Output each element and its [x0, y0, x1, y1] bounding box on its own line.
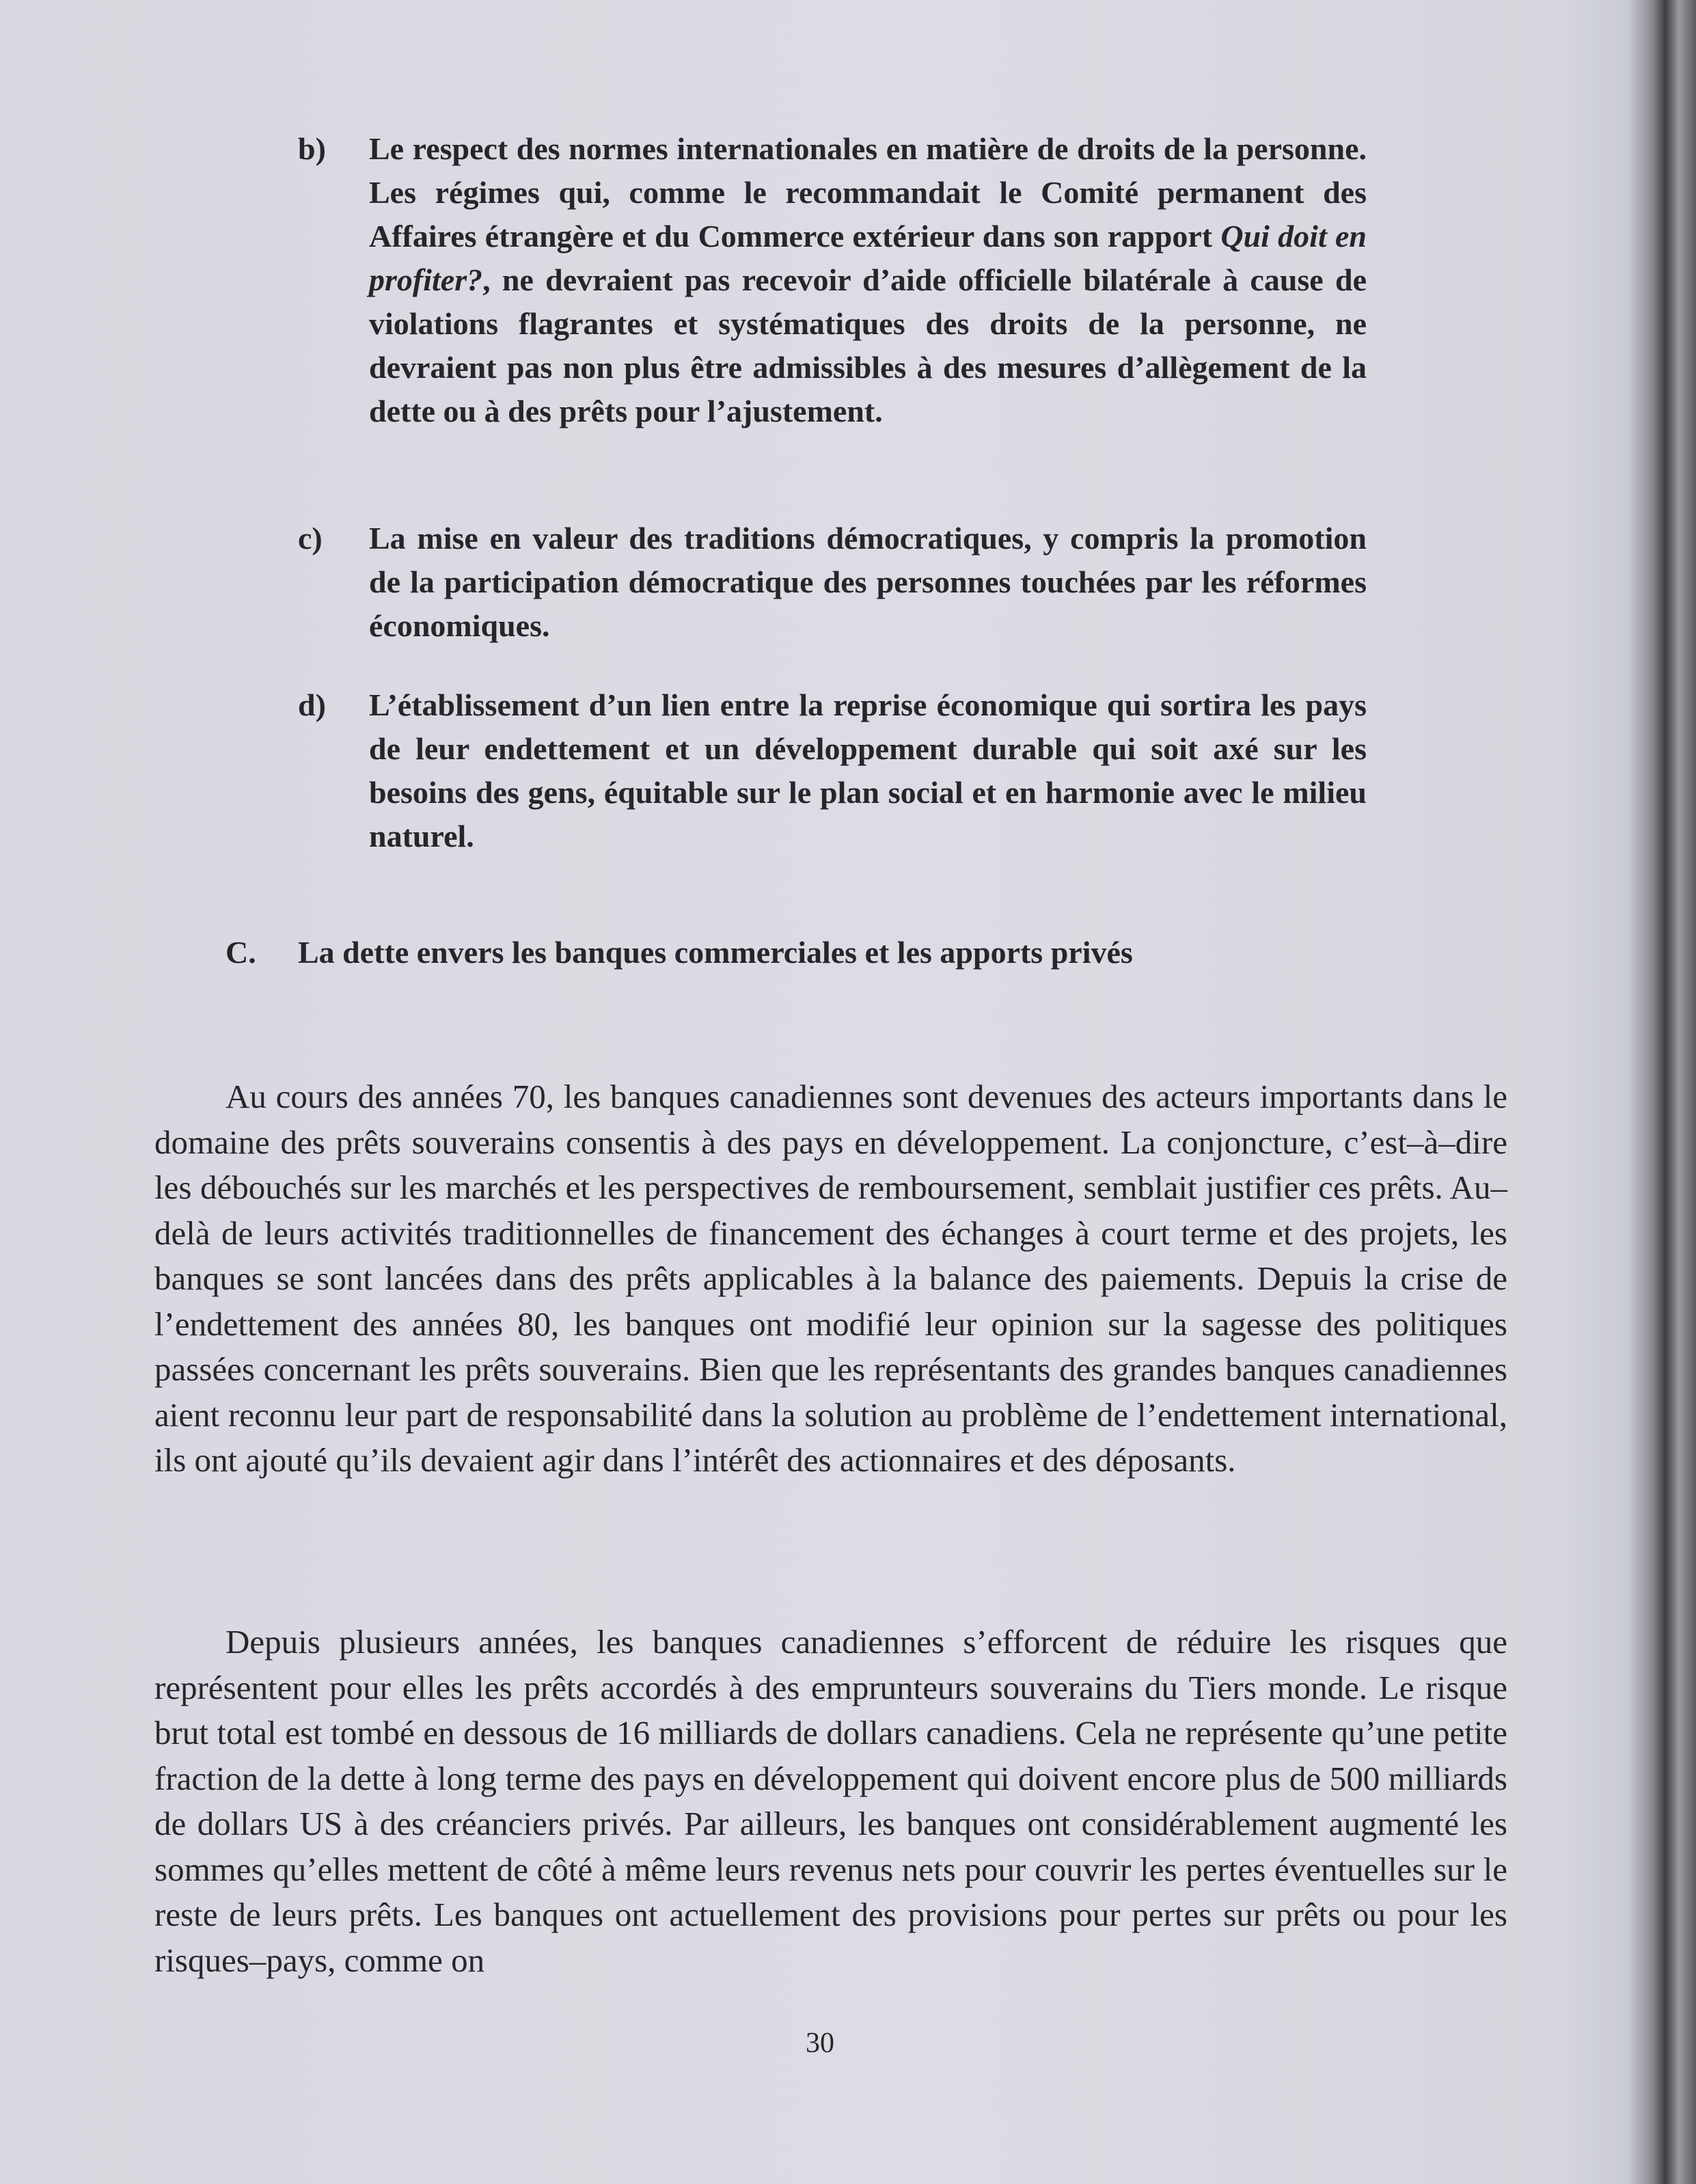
report-title: Qui doit en profiter?	[369, 219, 1367, 297]
page-number: 30	[806, 2028, 834, 2059]
body-paragraph: Au cours des années 70, les banques canadiennes sont devenues des acteurs importants dans le domaine des prêts souverains consentis à des pays en développement. La conjoncture, c’est–à–dire les débouchés sur les marchés et les perspectives de remboursement, semblait justifier ces prêts. Au–delà de leurs activités traditionnelles de financement des échanges à court terme et des projets, les banques se sont lancées dans des prêts applicables à la balance des paiements. Depuis la crise de l’endettement des années 80, les banques ont modifié leur opinion sur la sagesse des politiques passées concernant les prêts souverains. Bien que les représentants des grandes banques canadiennes aient reconnu leur part de responsabilité dans la solution au problème de l’endettement international, ils ont ajouté qu’ils devaient agir dans l’intérêt des actionnaires et des déposants.	[154, 1078, 1507, 1479]
list-item-text: La mise en valeur des traditions démocratiques, y compris la promotion de la participation démocratique des personnes touchées par les réformes économiques.	[369, 521, 1367, 643]
list-item-letter: c)	[298, 521, 323, 556]
list-item-text: L’établissement d’un lien entre la reprise économique qui sortira les pays de leur endettement et un développement durable qui soit axé sur les besoins des gens, équitable sur le plan social et en harmonie avec le milieu naturel.	[369, 687, 1367, 854]
section-heading	[225, 931, 1387, 974]
list-item-text-start: Le respect des normes internationales en matière de droits de la personne. Les régimes qui, comme le recommandait le Comité permanent des Affaires étrangère et du Commerce extérieur dans son rapport	[369, 131, 1367, 254]
list-item-text	[369, 127, 1367, 433]
body-paragraph: Depuis plusieurs années, les banques canadiennes s’efforcent de réduire les risques que représentent pour elles les prêts accordés à des emprunteurs souverains du Tiers monde. Le risque brut total est tombé en dessous de 16 milliards de dollars canadiens. Cela ne représente qu’une petite fraction de la dette à long terme des pays en développement qui doivent encore plus de 500 milliards de dollars US à des créanciers privés. Par ailleurs, les banques ont considérablement augmenté les sommes qu’elles mettent de côté à même leurs revenus nets pour couvrir les pertes éventuelles sur le reste de leurs prêts. Les banques ont actuellement des provisions pour pertes sur prêts ou pour les risques–pays, comme on	[154, 1623, 1507, 1979]
section-letter: C.	[225, 935, 256, 970]
list-item-text-end: , ne devraient pas recevoir d’aide officielle bilatérale à cause de violations flagrantes et systématiques des droits de la personne, ne devraient pas non plus être admissibles à des mesures d’allègement de la dette ou à des prêts pour l’ajustement.	[369, 262, 1367, 428]
list-item-letter: b)	[298, 131, 326, 166]
list-item-letter: d)	[298, 687, 326, 722]
section-title: La dette envers les banques commerciales et les apports privés	[298, 935, 1133, 970]
